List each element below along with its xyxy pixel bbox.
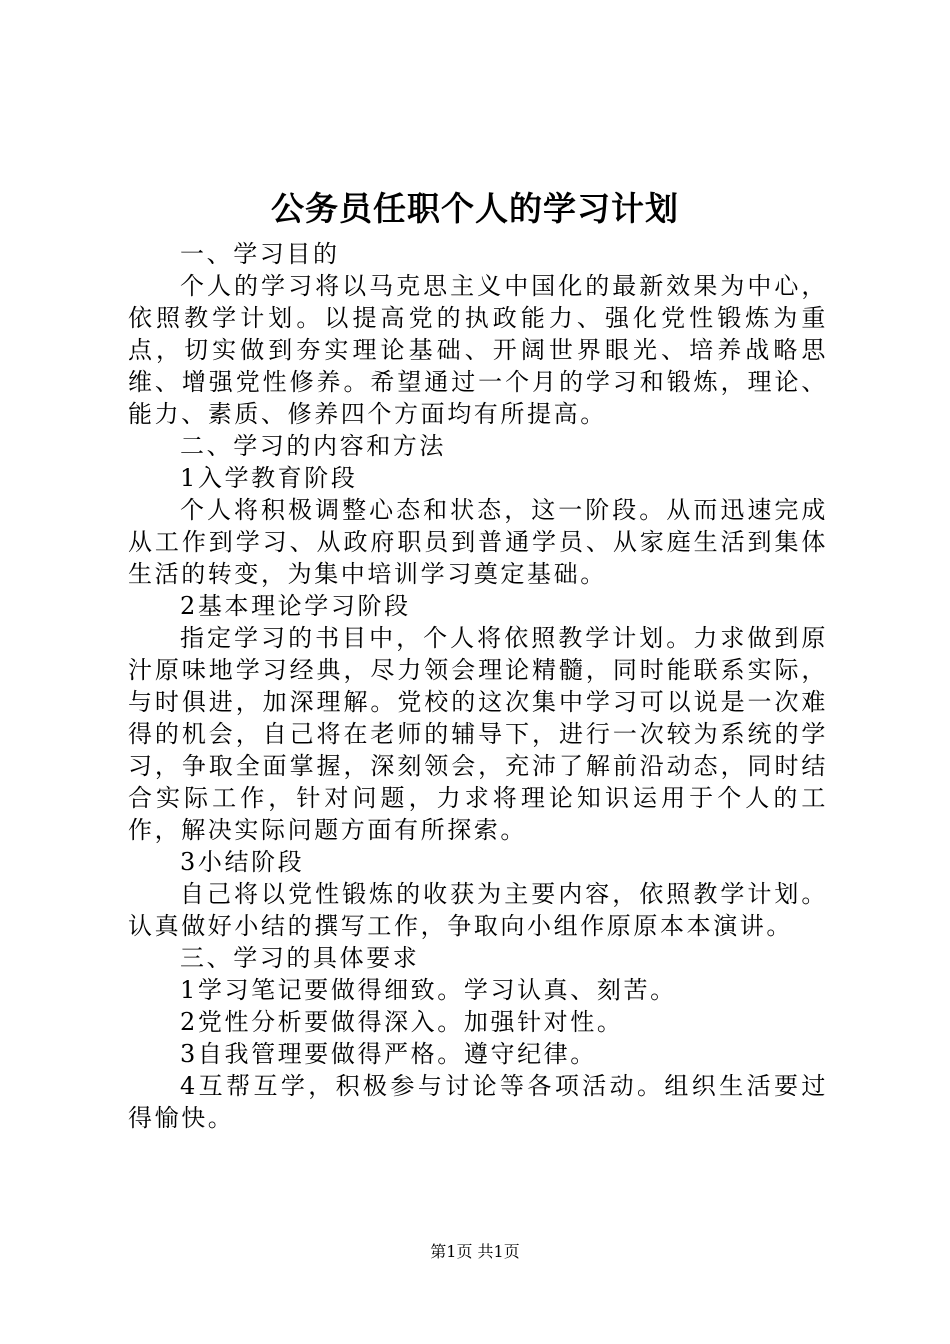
section-heading-requirements: 三、学习的具体要求	[180, 944, 420, 972]
requirement-item-4: 4互帮互学，积极参与讨论等各项活动。组织生活要过得愉快。	[128, 1072, 828, 1132]
page-number-footer: 第1页 共1页	[430, 1242, 520, 1261]
requirement-item-1: 1学习笔记要做得细致。学习认真、刻苦。	[180, 976, 677, 1004]
document-title: 公务员任职个人的学习计划	[271, 189, 679, 228]
document-body	[128, 238, 828, 1134]
paragraph-theory-stage: 指定学习的书目中，个人将依照教学计划。力求做到原汁原味地学习经典，尽力领会理论精髓，同时能联系实际，与时俱进，加深理解。党校的这次集中学习可以说是一次难得的机会，自己将在老师的辅导下，进行一次较为系统的学习，争取全面掌握，深刻领会，充沛了解前沿动态，同时结合实际工作，针对问题，力求将理论知识运用于个人的工作，解决实际问题方面有所探索。	[128, 624, 828, 844]
section-heading-goal: 一、学习目的	[180, 240, 340, 268]
subheading-orientation-stage: 1入学教育阶段	[180, 464, 358, 492]
section-heading-content-method: 二、学习的内容和方法	[180, 432, 446, 460]
requirement-item-2: 2党性分析要做得深入。加强针对性。	[180, 1008, 624, 1036]
paragraph-goal: 个人的学习将以马克思主义中国化的最新效果为中心，依照教学计划。以提高党的执政能力、强化党性锻炼为重点，切实做到夯实理论基础、开阔世界眼光、培养战略思维、增强党性修养。希望通过一个月的学习和锻炼，理论、能力、素质、修养四个方面均有所提高。	[128, 272, 828, 428]
subheading-summary-stage: 3小结阶段	[180, 848, 305, 876]
requirement-item-3: 3自我管理要做得严格。遵守纪律。	[180, 1040, 597, 1068]
paragraph-summary-stage: 自己将以党性锻炼的收获为主要内容，依照教学计划。认真做好小结的撰写工作，争取向小组作原原本本演讲。	[128, 880, 828, 940]
subheading-theory-stage: 2基本理论学习阶段	[180, 592, 411, 620]
paragraph-orientation-stage: 个人将积极调整心态和状态，这一阶段。从而迅速完成从工作到学习、从政府职员到普通学员、从家庭生活到集体生活的转变，为集中培训学习奠定基础。	[128, 496, 828, 588]
